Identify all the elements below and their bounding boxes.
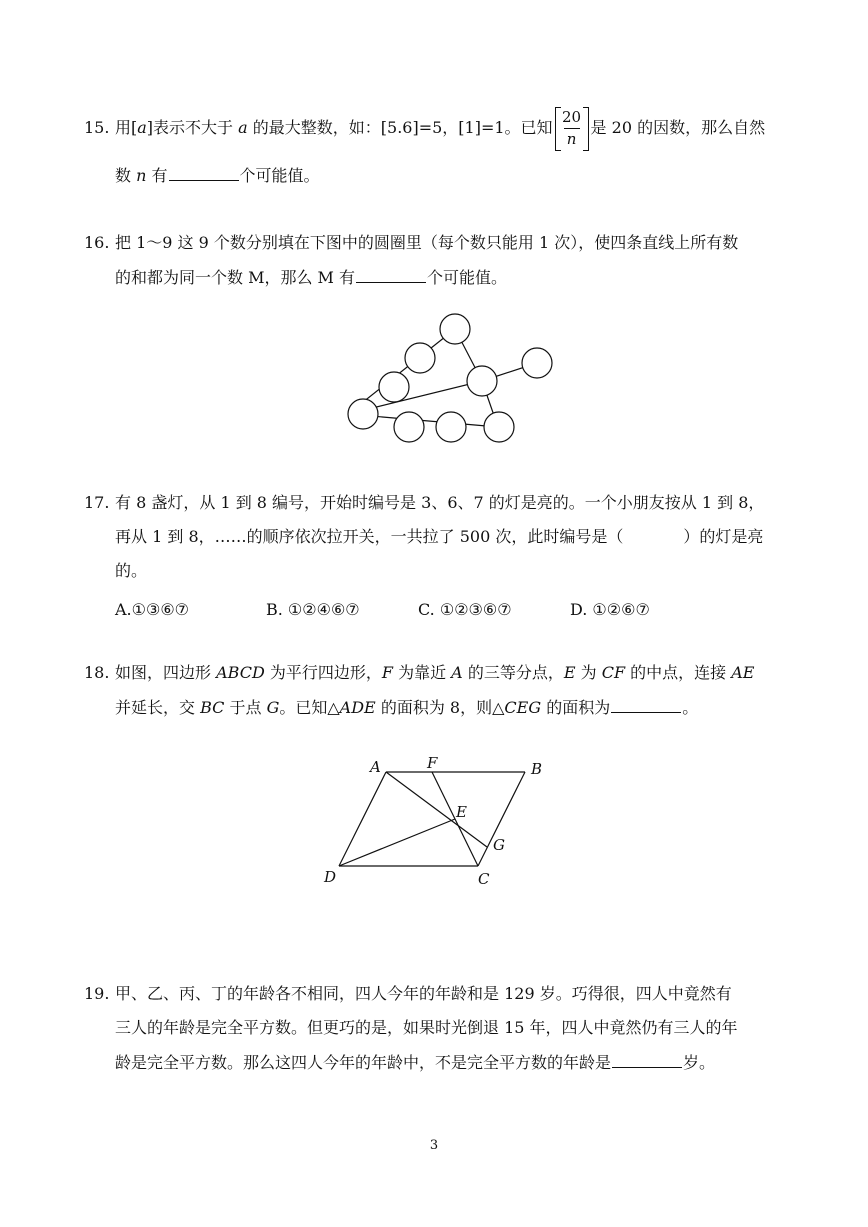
q15-number: 15. <box>84 118 110 137</box>
q19-line-3: 龄是完全平方数。那么这四人今年的年龄中，不是完全平方数的年龄是 岁。 <box>115 1053 716 1072</box>
number-circle[interactable] <box>522 348 552 378</box>
segment-ag <box>386 772 487 847</box>
answer-blank[interactable] <box>169 164 239 181</box>
segment-da <box>339 772 386 866</box>
segment-de <box>339 819 455 866</box>
q17-line-1: 有 8 盏灯，从 1 到 8 编号，开始时编号是 3、6、7 的灯是亮的。一个小朋友按从 1 到 8， <box>115 493 765 512</box>
q16-number: 16. <box>84 233 110 252</box>
q16-line-2: 的和都为同一个数 M，那么 M 有 个可能值。 <box>115 268 508 287</box>
q15-line-2: 数 n 有 个可能值。 <box>115 166 320 185</box>
circle-line-figure <box>330 300 570 450</box>
answer-blank[interactable] <box>356 266 426 283</box>
number-circle[interactable] <box>436 412 466 442</box>
parallelogram-figure <box>318 750 558 890</box>
option-d[interactable]: D. ①②⑥⑦ <box>570 600 650 619</box>
option-c[interactable]: C. ①②③⑥⑦ <box>418 600 512 619</box>
number-circle[interactable] <box>467 366 497 396</box>
label-e: E <box>456 803 467 821</box>
option-b[interactable]: B. ①②④⑥⑦ <box>266 600 360 619</box>
floor-fraction: $\frac{20}{n}$ <box>555 107 589 151</box>
number-circle[interactable] <box>484 412 514 442</box>
q19-line-2: 三人的年龄是完全平方数。但更巧的是，如果时光倒退 15 年，四人中竟然仍有三人的年 <box>115 1018 738 1037</box>
q18-line-1: 如图，四边形 ABCD 为平行四边形，F 为靠近 A 的三等分点，E 为 CF 的中点，连接 AE <box>115 663 755 682</box>
q17-line-3: 的。 <box>115 561 148 580</box>
number-circle[interactable] <box>379 372 409 402</box>
label-d: D <box>324 868 337 886</box>
label-a: A <box>370 758 381 776</box>
q15-line-1: 用[a]表示不大于 a 的最大整数，如：[5.6]=5，[1]=1。已知 $\frac{20}{n}$ 是 20 的因数，那么自然 <box>115 106 765 151</box>
number-circle[interactable] <box>348 399 378 429</box>
q18-number: 18. <box>84 663 110 682</box>
label-f: F <box>427 754 438 772</box>
label-b: B <box>531 760 543 778</box>
q17-line-2: 再从 1 到 8，……的顺序依次拉开关，一共拉了 500 次，此时编号是（ ）的灯是亮 <box>115 527 764 546</box>
q16-line-1: 把 1～9 这 9 个数分别填在下图中的圆圈里（每个数只能用 1 次），使四条直线上所有数 <box>115 233 739 252</box>
number-circle[interactable] <box>440 314 470 344</box>
label-g: G <box>493 836 505 854</box>
q18-line-2: 并延长，交 BC 于点 G。已知△ADE 的面积为 8，则△CEG 的面积为 。 <box>115 698 699 717</box>
label-c: C <box>478 870 490 888</box>
q19-line-1: 甲、乙、丙、丁的年龄各不相同，四人今年的年龄和是 129 岁。巧得很，四人中竟然有 <box>115 984 732 1003</box>
q19-number: 19. <box>84 984 110 1003</box>
page-number: 3 <box>429 1138 439 1153</box>
option-a[interactable]: A.①③⑥⑦ <box>115 600 190 619</box>
number-circle[interactable] <box>405 343 435 373</box>
answer-blank[interactable] <box>611 696 681 713</box>
number-circle[interactable] <box>394 412 424 442</box>
answer-blank[interactable] <box>612 1051 682 1068</box>
q17-number: 17. <box>84 493 110 512</box>
